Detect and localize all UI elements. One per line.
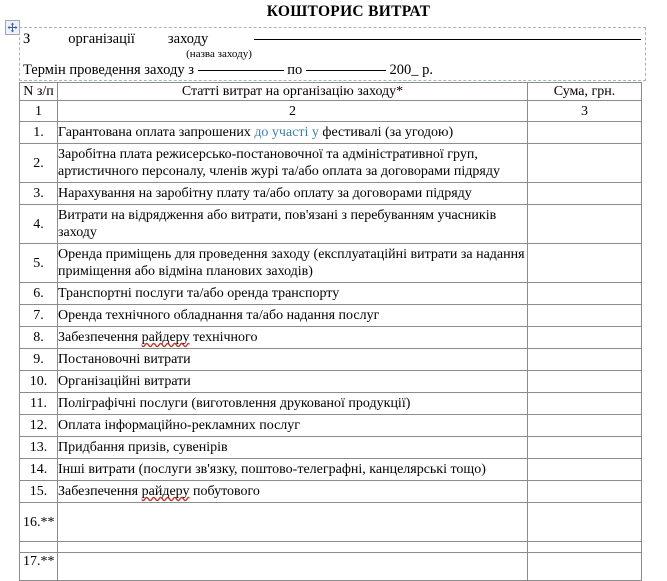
row-number-cell: 9.: [20, 349, 58, 371]
column-header-number: N з/п: [20, 83, 58, 101]
column-index-1: 1: [20, 101, 58, 122]
row-sum-cell[interactable]: [528, 327, 642, 349]
table-row: [20, 542, 642, 581]
table-row: [20, 183, 642, 205]
period-from-fill-line[interactable]: [198, 70, 284, 71]
move-cross-icon: [7, 22, 18, 33]
row-sum-cell[interactable]: [528, 205, 642, 244]
description-text: Організаційні витрати: [58, 374, 191, 389]
description-text: фестивалі (за угодою): [318, 125, 454, 140]
period-prefix-label: Термін проведення заходу з: [23, 62, 194, 78]
row-description-cell[interactable]: [58, 244, 528, 283]
period-mid-label: по: [287, 62, 303, 78]
table-row: [20, 205, 642, 244]
row-description-cell[interactable]: [58, 415, 528, 437]
page-title: КОШТОРИС ВИТРАТ: [266, 3, 431, 20]
row-sum-cell[interactable]: [528, 459, 642, 481]
row-sum-cell[interactable]: [528, 349, 642, 371]
row-sum-cell[interactable]: [528, 305, 642, 327]
table-row: [20, 122, 642, 144]
header-word-organization: організації: [68, 31, 135, 47]
row-description-cell[interactable]: [58, 481, 528, 503]
row-number-cell: 4.: [20, 205, 58, 244]
row-number-cell: 10.: [20, 371, 58, 393]
description-text: Постановочні витрати: [58, 352, 191, 367]
row-number-cell: 2.: [20, 144, 58, 183]
header-word-event: заходу: [167, 31, 209, 47]
row-description-cell[interactable]: [58, 371, 528, 393]
row-number-cell: 16.**: [20, 503, 58, 542]
column-header-sum: Сума, грн.: [528, 83, 642, 101]
description-text: Гарантована оплата запрошених: [58, 125, 255, 140]
column-index-2: 2: [58, 101, 528, 122]
description-text: технічного: [189, 330, 258, 345]
table-row: [20, 481, 642, 503]
table-row: [20, 371, 642, 393]
row-number-cell: 15.: [20, 481, 58, 503]
table-bottom-edge: [19, 552, 641, 553]
row-number-cell: 6.: [20, 283, 58, 305]
column-header-description: Статті витрат на організацію заходу*: [58, 83, 528, 101]
table-row: [20, 415, 642, 437]
row-number-cell: 1.: [20, 122, 58, 144]
description-text: Заробітна плата режисерсько-постановочної та адміністративної груп, артистичного персоналу, членів журі та/або оплата за договорами підряду: [58, 147, 500, 179]
row-number-cell: 3.: [20, 183, 58, 205]
table-column-number-row: [20, 101, 642, 122]
row-number-cell: 13.: [20, 437, 58, 459]
row-description-cell[interactable]: [58, 205, 528, 244]
row-sum-cell[interactable]: [528, 283, 642, 305]
row-description-cell[interactable]: [58, 183, 528, 205]
description-text: Оренда приміщень для проведення заходу (експлуатаційні витрати за надання приміщення або відміна планових заходів): [58, 247, 525, 279]
description-text: Інші витрати (послуги зв'язку, поштово-телеграфні, канцелярські тощо): [58, 462, 486, 477]
row-description-cell[interactable]: [58, 459, 528, 481]
header-line-organization: [23, 30, 645, 49]
row-number-cell: 11.: [20, 393, 58, 415]
row-number-cell: 12.: [20, 415, 58, 437]
description-text: Придбання призів, сувенірів: [58, 440, 228, 455]
row-description-cell[interactable]: [58, 542, 528, 581]
row-description-cell[interactable]: [58, 349, 528, 371]
description-text: Нарахування на заробітну плату та/або оплату за договорами підряду: [58, 186, 472, 201]
table-row: [20, 305, 642, 327]
table-body: [20, 122, 642, 581]
row-sum-cell[interactable]: [528, 393, 642, 415]
row-description-cell[interactable]: [58, 122, 528, 144]
row-sum-cell[interactable]: [528, 415, 642, 437]
description-text: Оренда технічного обладнання та/або надання послуг: [58, 308, 380, 323]
row-description-cell[interactable]: [58, 283, 528, 305]
table-row: [20, 283, 642, 305]
misspelled-word: райдеру: [141, 330, 190, 345]
table-header-row: [20, 83, 642, 101]
table-row: [20, 144, 642, 183]
expense-estimate-table: [19, 82, 642, 581]
header-prefix-z: З: [23, 31, 31, 47]
row-sum-cell[interactable]: [528, 503, 642, 542]
row-description-cell[interactable]: [58, 503, 528, 542]
row-description-cell[interactable]: [58, 327, 528, 349]
misspelled-word: райдеру: [141, 484, 190, 499]
row-description-cell[interactable]: [58, 437, 528, 459]
row-sum-cell[interactable]: [528, 481, 642, 503]
description-text: Витрати на відрядження або витрати, пов'язані з перебуванням учасників заходу: [58, 208, 497, 240]
header-line-period: [23, 61, 645, 80]
table-move-handle-icon[interactable]: [5, 20, 20, 35]
table-row: [20, 327, 642, 349]
document-header-block: [19, 27, 646, 81]
column-index-3: 3: [528, 101, 642, 122]
row-description-cell[interactable]: [58, 144, 528, 183]
table-row: [20, 393, 642, 415]
row-number-cell: 8.: [20, 327, 58, 349]
description-text: Транспортні послуги та/або оренда транспорту: [58, 286, 340, 301]
table-row: [20, 437, 642, 459]
row-description-cell[interactable]: [58, 305, 528, 327]
description-text: Поліграфічні послуги (виготовлення друкованої продукції): [58, 396, 411, 411]
row-sum-cell[interactable]: [528, 542, 642, 581]
row-sum-cell[interactable]: [528, 183, 642, 205]
period-to-fill-line[interactable]: [306, 70, 386, 71]
description-text: побутового: [189, 484, 260, 499]
description-text: Забезпечення: [58, 330, 142, 345]
event-name-fill-line[interactable]: [254, 39, 641, 40]
event-name-caption: (назва заходу): [186, 48, 252, 60]
period-year-label: 200_ р.: [389, 62, 433, 78]
description-text: Забезпечення: [58, 484, 142, 499]
row-number-cell: 14.: [20, 459, 58, 481]
description-link-text: до участі у: [254, 125, 319, 140]
table-row: [20, 459, 642, 481]
row-number-cell: 17.**: [20, 542, 58, 581]
row-sum-cell[interactable]: [528, 437, 642, 459]
row-sum-cell[interactable]: [528, 144, 642, 183]
row-sum-cell[interactable]: [528, 371, 642, 393]
row-description-cell[interactable]: [58, 393, 528, 415]
row-number-cell: 7.: [20, 305, 58, 327]
row-sum-cell[interactable]: [528, 244, 642, 283]
table-row: [20, 244, 642, 283]
table-row: [20, 349, 642, 371]
row-sum-cell[interactable]: [528, 122, 642, 144]
table-row: [20, 503, 642, 542]
description-text: Оплата інформаційно-рекламних послуг: [58, 418, 301, 433]
row-number-cell: 5.: [20, 244, 58, 283]
